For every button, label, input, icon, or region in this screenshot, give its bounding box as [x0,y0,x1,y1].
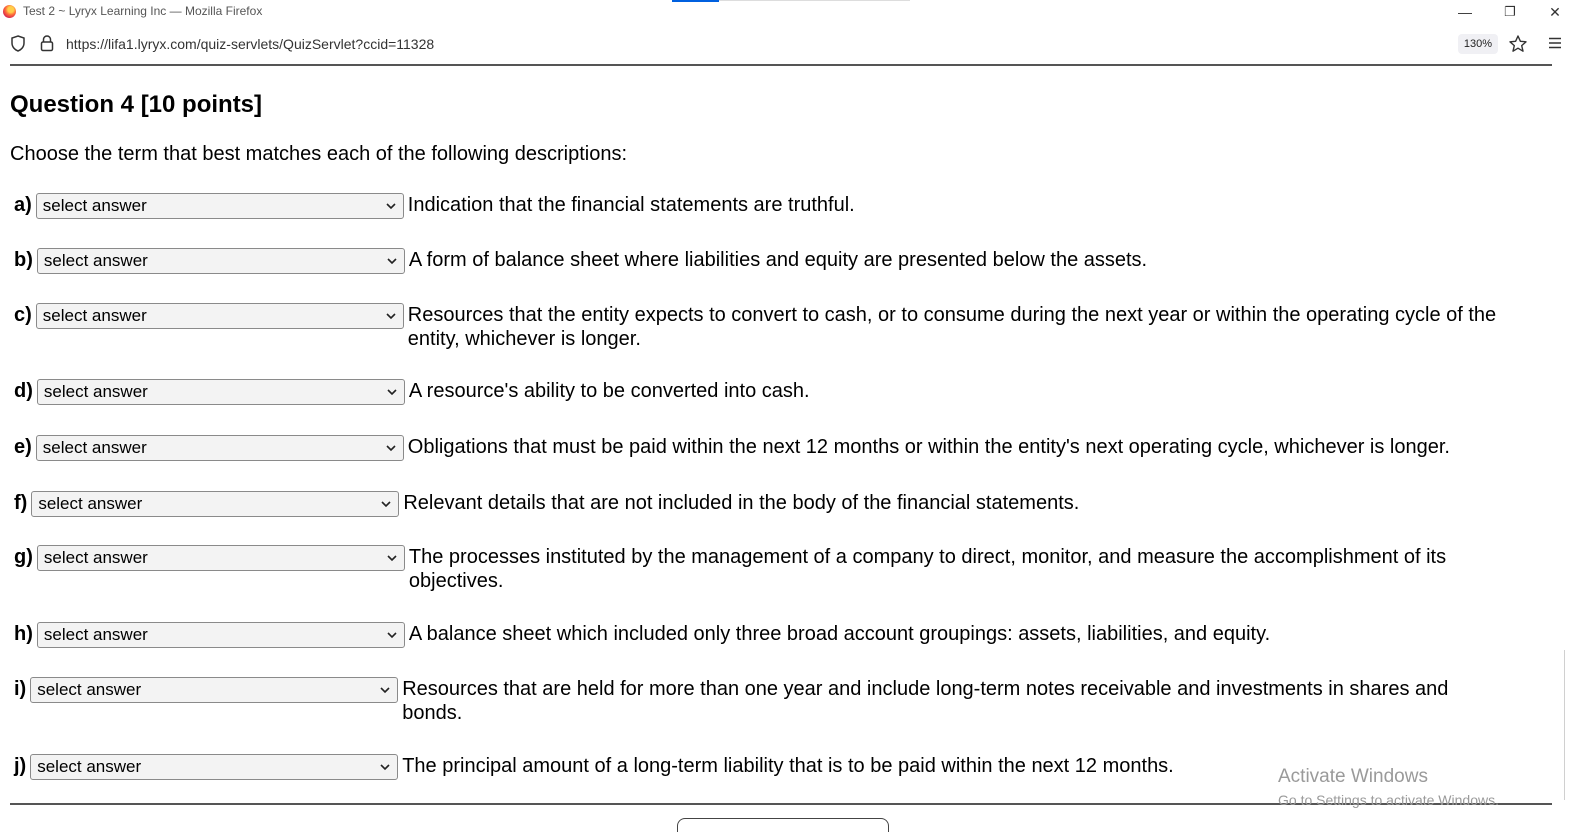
chevron-down-icon [385,442,397,454]
answer-select-d[interactable] [37,379,405,405]
restore-button[interactable]: ❐ [1504,4,1516,19]
item-label: c) [14,304,32,326]
select-value: select answer [37,757,142,776]
select-value: select answer [43,548,148,567]
select-value: select answer [37,680,142,699]
question-item-c [14,303,1544,351]
answer-select-a[interactable] [36,193,404,219]
address-bar[interactable] [66,36,434,52]
question-item-f [14,491,1079,517]
url-path: /quiz-servlets/QuizServlet?ccid=11328 [196,36,435,52]
chevron-down-icon [379,684,391,696]
item-description: Resources that are held for more than one year and include long-term notes receivable and investments in shares and bonds. [402,678,1449,724]
question-item-h [14,622,1270,648]
url-host: https://lifa1.lyryx.com [66,36,197,52]
item-label: b) [14,249,33,271]
select-value: select answer [42,196,147,215]
tab-strip[interactable] [672,0,910,1]
item-label: j) [14,755,27,777]
top-divider [10,64,1552,66]
windows-activation-watermark [1278,766,1499,808]
firefox-logo-icon [3,5,16,18]
answer-select-b[interactable] [37,248,405,274]
window-titlebar [0,0,1588,24]
question-item-e [14,435,1450,461]
item-label: d) [14,380,33,402]
question-item-b [14,248,1147,274]
minimize-button[interactable]: — [1458,4,1472,20]
item-label: f) [14,492,28,514]
question-instruction: Choose the term that best matches each of the following descriptions: [10,143,628,165]
item-description: A balance sheet which included only three broad account groupings: assets, liabilities, and equity. [408,623,1271,645]
item-description: The principal amount of a long-term liability that is to be paid within the next 12 months. [402,755,1174,777]
answer-select-e[interactable] [36,435,404,461]
submit-button-edge[interactable] [677,818,889,832]
select-value: select answer [38,494,143,513]
item-description: The processes instituted by the management of a company to direct, monitor, and measure the accomplishment of its objectives. [408,546,1447,592]
chevron-down-icon [385,310,397,322]
answer-select-g[interactable] [37,545,405,571]
item-label: h) [14,623,33,645]
question-item-j [14,754,1174,780]
lock-icon[interactable] [40,34,54,52]
scrollbar[interactable] [1564,650,1565,800]
answer-select-i[interactable] [30,677,398,703]
answer-select-f[interactable] [31,491,399,517]
select-value: select answer [43,251,148,270]
question-item-i [14,677,1544,725]
item-description: Relevant details that are not included in the body of the financial statements. [403,492,1080,514]
chevron-down-icon [385,200,397,212]
item-description: A form of balance sheet where liabilities and equity are presented below the assets. [408,249,1148,271]
item-label: g) [14,546,33,568]
zoom-level-button[interactable]: 130% [1458,34,1498,54]
hamburger-menu-icon[interactable] [1548,36,1562,50]
question-item-a [14,193,855,219]
item-description: Resources that the entity expects to convert to cash, or to consume during the next year or within the operating cycle of the entity, whichever is longer. [407,304,1497,350]
chevron-down-icon [386,255,398,267]
watermark-line1: Activate Windows [1278,766,1428,787]
answer-select-h[interactable] [37,622,405,648]
select-value: select answer [42,306,147,325]
window-title: Test 2 ~ Lyryx Learning Inc — Mozilla Firefox [23,4,263,18]
tracking-protection-shield-icon[interactable] [10,35,26,52]
question-item-g [14,545,1544,593]
select-value: select answer [43,625,148,644]
chevron-down-icon [386,629,398,641]
answer-select-j[interactable] [30,754,398,780]
item-description: A resource's ability to be converted into cash. [408,380,810,402]
question-item-d [14,379,810,405]
watermark-line2: Go to Settings to activate Windows. [1278,792,1499,808]
chevron-down-icon [379,761,391,773]
item-label: e) [14,436,32,458]
active-tab-indicator [672,0,719,2]
question-title: Question 4 [10 points] [10,91,263,118]
item-label: i) [14,678,27,700]
chevron-down-icon [386,552,398,564]
chevron-down-icon [386,386,398,398]
select-value: select answer [42,438,147,457]
select-value: select answer [43,382,148,401]
chevron-down-icon [380,498,392,510]
close-button[interactable]: ✕ [1549,3,1561,20]
item-description: Obligations that must be paid within the next 12 months or within the entity's next operating cycle, whichever is longer. [407,436,1450,458]
bookmark-star-icon[interactable] [1508,34,1528,54]
item-description: Indication that the financial statements are truthful. [407,194,855,216]
item-label: a) [14,194,32,216]
answer-select-c[interactable] [36,303,404,329]
